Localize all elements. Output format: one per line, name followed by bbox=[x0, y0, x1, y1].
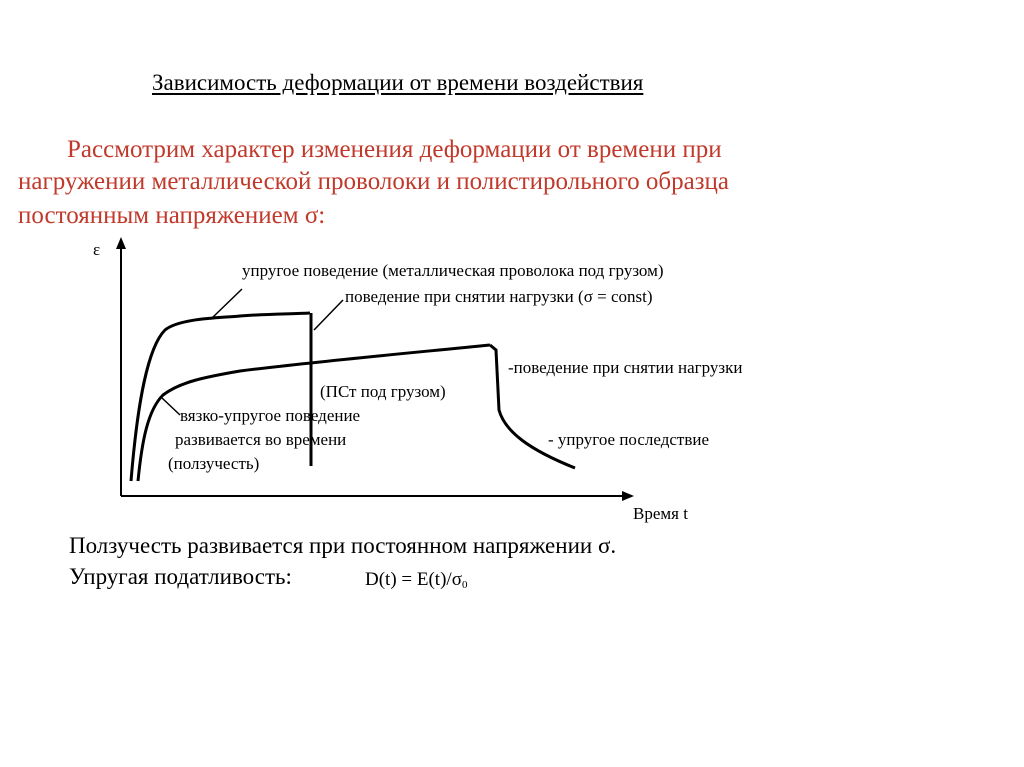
leader-unload-const bbox=[314, 300, 343, 330]
footer-line-1: Ползучесть развивается при постоянном напряжении σ. bbox=[69, 533, 617, 558]
slide-title: Зависимость деформации от времени воздействия bbox=[152, 70, 644, 95]
label-aftereffect: - упругое последствие bbox=[548, 430, 710, 449]
label-creep: (ползучесть) bbox=[168, 454, 260, 473]
label-ps-loaded: (ПСт под грузом) bbox=[320, 382, 446, 401]
leader-elastic bbox=[212, 289, 242, 318]
footer-line-2: Упругая податливость: bbox=[69, 564, 292, 589]
leader-viscoelastic bbox=[162, 398, 180, 415]
intro-line-3: постоянным напряжением σ: bbox=[18, 202, 326, 229]
y-axis-label: ε bbox=[93, 240, 101, 259]
x-axis-arrow bbox=[622, 491, 634, 501]
formula-subscript: 0 bbox=[461, 579, 468, 591]
label-viscoelastic-1: вязко-упругое поведение bbox=[180, 406, 361, 425]
y-axis-arrow bbox=[116, 237, 126, 249]
intro-line-1: Рассмотрим характер изменения деформации от времени при bbox=[67, 136, 722, 163]
compliance-formula bbox=[365, 569, 467, 591]
intro-line-2: нагружении металлической проволоки и полистирольного образца bbox=[18, 168, 730, 195]
label-viscoelastic-2: развивается во времени bbox=[175, 430, 347, 449]
label-unload: -поведение при снятии нагрузки bbox=[508, 358, 743, 377]
x-axis-label: Время t bbox=[633, 504, 688, 523]
label-unload-const: поведение при снятии нагрузки (σ = const) bbox=[345, 287, 653, 306]
label-elastic: упругое поведение (металлическая проволока под грузом) bbox=[242, 261, 664, 280]
formula-main: D(t) = E(t)/σ bbox=[365, 569, 462, 590]
